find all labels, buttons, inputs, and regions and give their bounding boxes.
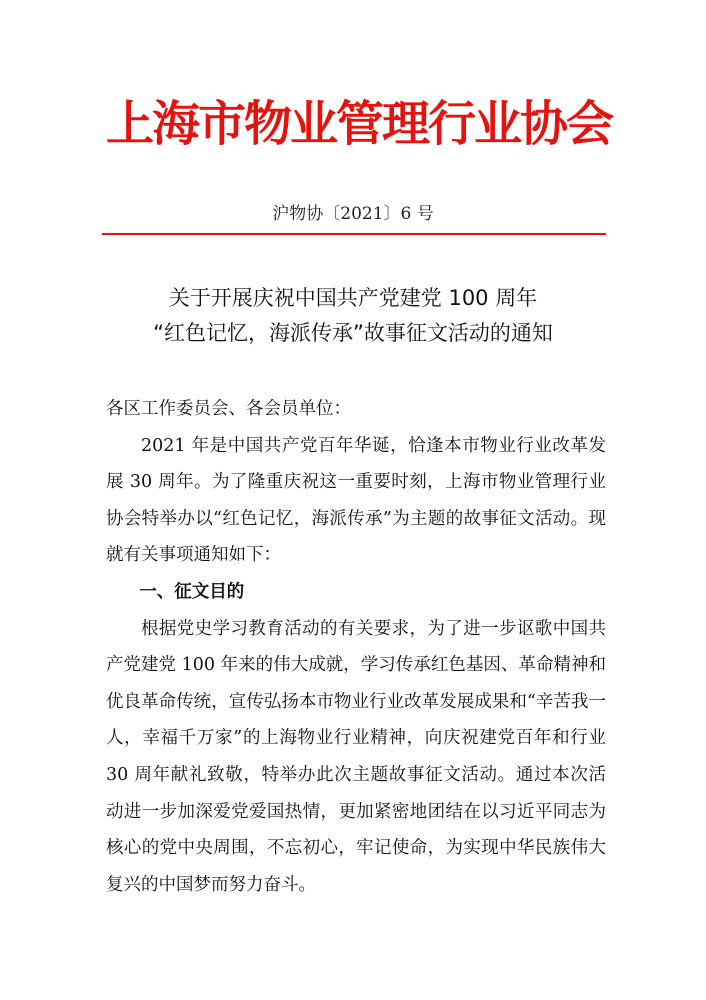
salutation: 各区工作委员会、各会员单位：: [106, 399, 351, 419]
organization-title: 上海市物业管理行业协会: [106, 96, 613, 152]
document-number: 沪物协〔2021〕6 号: [272, 204, 434, 224]
intro-paragraph: 2021 年是中国共产党百年华诞，恰逢本市物业行业改革发展 30 周年。为了隆重庆祝这一重要时刻，上海市物业管理行业协会特举办以“红色记忆，海派传承”为主题的故事征文活动。现就有关事项通知如下：: [106, 435, 606, 566]
red-divider-line: [102, 233, 606, 235]
notice-title-line-2: “红色记忆，海派传承”故事征文活动的通知: [153, 321, 553, 345]
notice-title-line-1: 关于开展庆祝中国共产党建党 100 周年: [168, 286, 538, 310]
document-body: [106, 391, 606, 903]
section-heading-purpose: 一、征文目的: [139, 581, 245, 602]
purpose-paragraph: 根据党史学习教育活动的有关要求，为了进一步讴歌中国共产党建党 100 年来的伟大成就，学习传承红色基因、革命精神和优良革命传统，宣传弘扬本市物业行业改革发展成果和“辛苦我一人，幸福千万家”的上海物业行业精神，向庆祝建党百年和行业 30 周年献礼致敬，特举办此次主题故事征文活动。通过本次活动进一步加深爱党爱国热情，更加紧密地团结在以习近平同志为核心的党中央周围，不忘初心，牢记使命，为实现中华民族伟大复兴的中国梦而努力奋斗。: [106, 618, 606, 895]
